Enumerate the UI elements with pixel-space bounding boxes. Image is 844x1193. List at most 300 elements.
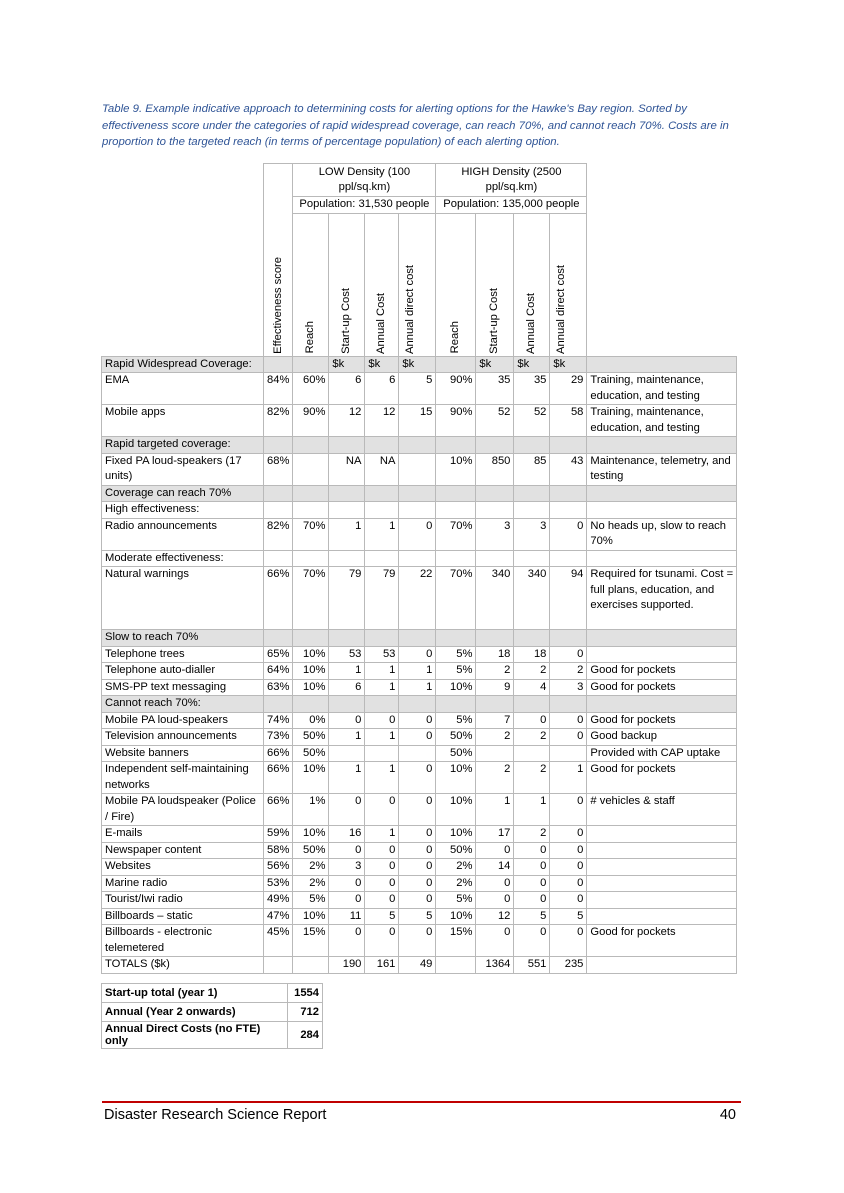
high-annual-cost: 35 bbox=[514, 373, 550, 405]
option-name: Website banners bbox=[102, 745, 264, 762]
effectiveness-score: 47% bbox=[264, 908, 293, 925]
table-row bbox=[102, 712, 737, 729]
table-row bbox=[102, 518, 737, 550]
empty-cell bbox=[436, 502, 476, 519]
high-reach: 5% bbox=[436, 712, 476, 729]
low-annual-direct-cost: 0 bbox=[399, 842, 436, 859]
low-reach: 50% bbox=[293, 745, 329, 762]
low-annual-cost: 161 bbox=[365, 957, 399, 974]
low-annual-cost: 1 bbox=[365, 679, 399, 696]
section-cell bbox=[514, 696, 550, 713]
option-name: Mobile apps bbox=[102, 405, 264, 437]
high-annual-direct-cost: 235 bbox=[550, 957, 587, 974]
option-name: Websites bbox=[102, 859, 264, 876]
section-cell bbox=[293, 356, 329, 373]
note bbox=[587, 826, 737, 843]
high-annual-cost: 1 bbox=[514, 794, 550, 826]
section-header-row bbox=[102, 356, 737, 373]
section-cell bbox=[514, 437, 550, 454]
effectiveness-score: 56% bbox=[264, 859, 293, 876]
low-reach bbox=[293, 957, 329, 974]
high-annual-cost: 2 bbox=[514, 663, 550, 680]
section-header-row bbox=[102, 630, 737, 647]
low-annual-direct-cost: 5 bbox=[399, 373, 436, 405]
low-annual-cost: 1 bbox=[365, 762, 399, 794]
footer-divider bbox=[102, 1101, 741, 1103]
high-population: Population: 135,000 people bbox=[436, 197, 587, 214]
subsection-label: Moderate effectiveness: bbox=[102, 550, 264, 567]
note: Maintenance, telemetry, and testing bbox=[587, 453, 737, 485]
effectiveness-score: 66% bbox=[264, 567, 293, 630]
high-annual-cost: 18 bbox=[514, 646, 550, 663]
low-reach: 1% bbox=[293, 794, 329, 826]
high-annual-direct-cost: 3 bbox=[550, 679, 587, 696]
low-annual-cost: 79 bbox=[365, 567, 399, 630]
high-reach: 10% bbox=[436, 762, 476, 794]
high-annual-direct-cost: 0 bbox=[550, 729, 587, 746]
low-annual-cost: 1 bbox=[365, 826, 399, 843]
high-annual-direct-cost: 0 bbox=[550, 892, 587, 909]
section-cell bbox=[476, 485, 514, 502]
table-header bbox=[102, 164, 737, 357]
totals-summary bbox=[101, 983, 323, 1049]
empty-cell bbox=[293, 502, 329, 519]
option-name: Natural warnings bbox=[102, 567, 264, 630]
totals-label: Start-up total (year 1) bbox=[102, 984, 288, 1003]
high-startup-cost: 0 bbox=[476, 842, 514, 859]
empty-cell bbox=[293, 550, 329, 567]
low-annual-cost: NA bbox=[365, 453, 399, 485]
low-reach: 15% bbox=[293, 925, 329, 957]
high-reach: 15% bbox=[436, 925, 476, 957]
high-annual-cost: 0 bbox=[514, 875, 550, 892]
empty-cell bbox=[329, 502, 365, 519]
high-annual-direct-cost: 0 bbox=[550, 518, 587, 550]
high-annual-cost: 2 bbox=[514, 826, 550, 843]
high-annual-cost: 0 bbox=[514, 842, 550, 859]
empty-cell bbox=[587, 502, 737, 519]
low-annual-direct-cost: 0 bbox=[399, 712, 436, 729]
totals-row bbox=[102, 957, 737, 974]
low-annual-direct-cost: 0 bbox=[399, 826, 436, 843]
section-cell bbox=[514, 485, 550, 502]
high-startup-cost: 0 bbox=[476, 925, 514, 957]
low-startup-cost: 0 bbox=[329, 892, 365, 909]
high-annual-cost: 3 bbox=[514, 518, 550, 550]
low-startup-cost: 12 bbox=[329, 405, 365, 437]
high-startup-cost: 7 bbox=[476, 712, 514, 729]
section-cell bbox=[293, 485, 329, 502]
section-cell bbox=[329, 630, 365, 647]
high-annual-direct-cost: 0 bbox=[550, 925, 587, 957]
empty-cell bbox=[329, 550, 365, 567]
table-row bbox=[102, 826, 737, 843]
option-name: Mobile PA loudspeaker (Police / Fire) bbox=[102, 794, 264, 826]
option-name: Mobile PA loud-speakers bbox=[102, 712, 264, 729]
note bbox=[587, 842, 737, 859]
section-label: Rapid Widespread Coverage: bbox=[102, 356, 264, 373]
high-reach: 90% bbox=[436, 405, 476, 437]
empty-cell bbox=[476, 550, 514, 567]
table-row bbox=[102, 842, 737, 859]
totals-label: Annual (Year 2 onwards) bbox=[102, 1003, 288, 1022]
high-annual-cost: 5 bbox=[514, 908, 550, 925]
option-name: Television announcements bbox=[102, 729, 264, 746]
high-reach bbox=[436, 957, 476, 974]
section-cell bbox=[293, 437, 329, 454]
note: Training, maintenance, education, and testing bbox=[587, 373, 737, 405]
low-annual-direct-cost: 1 bbox=[399, 663, 436, 680]
subsection-row bbox=[102, 550, 737, 567]
high-startup-cost: 0 bbox=[476, 892, 514, 909]
note: Good for pockets bbox=[587, 679, 737, 696]
note: Required for tsunami. Cost = full plans, education, and exercises supported. bbox=[587, 567, 737, 630]
table-row bbox=[102, 373, 737, 405]
low-startup-cost bbox=[329, 745, 365, 762]
option-name: Independent self-maintaining networks bbox=[102, 762, 264, 794]
high-startup-cost: 1364 bbox=[476, 957, 514, 974]
option-name: E-mails bbox=[102, 826, 264, 843]
low-annual-direct-cost: 15 bbox=[399, 405, 436, 437]
note: Training, maintenance, education, and testing bbox=[587, 405, 737, 437]
section-cell bbox=[293, 696, 329, 713]
low-annual-direct-cost: 5 bbox=[399, 908, 436, 925]
high-annual-cost: 340 bbox=[514, 567, 550, 630]
effectiveness-score: 74% bbox=[264, 712, 293, 729]
high-annual-direct-cost: 1 bbox=[550, 762, 587, 794]
low-reach: 10% bbox=[293, 646, 329, 663]
section-cell bbox=[329, 485, 365, 502]
low-annual-cost: 5 bbox=[365, 908, 399, 925]
low-annual-direct-cost: 49 bbox=[399, 957, 436, 974]
high-reach: 50% bbox=[436, 745, 476, 762]
option-name: Telephone trees bbox=[102, 646, 264, 663]
low-reach-header: Reach bbox=[293, 213, 329, 356]
high-annual-direct-cost: 0 bbox=[550, 826, 587, 843]
note: Good for pockets bbox=[587, 762, 737, 794]
section-cell bbox=[329, 437, 365, 454]
high-density-header: HIGH Density (2500 ppl/sq.km) bbox=[436, 164, 587, 197]
option-name: SMS-PP text messaging bbox=[102, 679, 264, 696]
high-startup-cost: 18 bbox=[476, 646, 514, 663]
high-startup-cost: 1 bbox=[476, 794, 514, 826]
low-annual-cost: 6 bbox=[365, 373, 399, 405]
option-name: Tourist/Iwi radio bbox=[102, 892, 264, 909]
option-name: Marine radio bbox=[102, 875, 264, 892]
high-startup-cost: 2 bbox=[476, 762, 514, 794]
high-annual-cost: 52 bbox=[514, 405, 550, 437]
high-reach: 10% bbox=[436, 794, 476, 826]
effectiveness-score: 65% bbox=[264, 646, 293, 663]
low-reach: 60% bbox=[293, 373, 329, 405]
section-cell bbox=[550, 485, 587, 502]
low-startup-cost: 0 bbox=[329, 842, 365, 859]
low-reach: 50% bbox=[293, 842, 329, 859]
effectiveness-score: 82% bbox=[264, 405, 293, 437]
high-annual-direct-cost: 0 bbox=[550, 712, 587, 729]
low-annual-cost bbox=[365, 745, 399, 762]
section-cell bbox=[365, 696, 399, 713]
high-startup-cost: 0 bbox=[476, 875, 514, 892]
empty-cell bbox=[587, 550, 737, 567]
subsection-row bbox=[102, 502, 737, 519]
table-row bbox=[102, 794, 737, 826]
effectiveness-score: 45% bbox=[264, 925, 293, 957]
low-startup-cost: 6 bbox=[329, 373, 365, 405]
high-startup-cost: 9 bbox=[476, 679, 514, 696]
low-reach: 0% bbox=[293, 712, 329, 729]
section-cell bbox=[399, 437, 436, 454]
high-annual-cost: 0 bbox=[514, 859, 550, 876]
low-annual-direct-cost: 0 bbox=[399, 859, 436, 876]
section-cell bbox=[399, 485, 436, 502]
table-row bbox=[102, 875, 737, 892]
high-annual-direct-cost: 5 bbox=[550, 908, 587, 925]
low-annual-cost: 0 bbox=[365, 842, 399, 859]
effectiveness-score: 49% bbox=[264, 892, 293, 909]
high-startup-cost: 3 bbox=[476, 518, 514, 550]
totals-summary-row bbox=[102, 1003, 323, 1022]
empty-cell bbox=[399, 502, 436, 519]
high-reach: 10% bbox=[436, 679, 476, 696]
section-cell: $k bbox=[476, 356, 514, 373]
low-reach bbox=[293, 453, 329, 485]
low-annual-direct-cost: 22 bbox=[399, 567, 436, 630]
effectiveness-score: 59% bbox=[264, 826, 293, 843]
high-reach: 90% bbox=[436, 373, 476, 405]
low-reach: 2% bbox=[293, 875, 329, 892]
low-startup-cost: 0 bbox=[329, 794, 365, 826]
low-reach: 90% bbox=[293, 405, 329, 437]
high-reach: 70% bbox=[436, 567, 476, 630]
option-name: Fixed PA loud-speakers (17 units) bbox=[102, 453, 264, 485]
high-startup-cost: 340 bbox=[476, 567, 514, 630]
high-reach: 70% bbox=[436, 518, 476, 550]
note bbox=[587, 957, 737, 974]
table-body bbox=[102, 356, 737, 973]
table-row bbox=[102, 679, 737, 696]
low-startup-cost: 190 bbox=[329, 957, 365, 974]
high-annual-direct-cost: 43 bbox=[550, 453, 587, 485]
low-annual-direct-cost: 0 bbox=[399, 875, 436, 892]
high-startup-cost: 17 bbox=[476, 826, 514, 843]
section-cell bbox=[550, 630, 587, 647]
high-startup-cost: 2 bbox=[476, 663, 514, 680]
high-startup-cost: 850 bbox=[476, 453, 514, 485]
effectiveness-score: 58% bbox=[264, 842, 293, 859]
subsection-label: High effectiveness: bbox=[102, 502, 264, 519]
section-cell bbox=[399, 630, 436, 647]
low-annual-direct-header: Annual direct cost bbox=[399, 213, 436, 356]
low-startup-cost: 6 bbox=[329, 679, 365, 696]
table-row bbox=[102, 663, 737, 680]
footer-title: Disaster Research Science Report bbox=[104, 1107, 327, 1123]
empty-cell bbox=[264, 550, 293, 567]
high-annual-direct-cost: 0 bbox=[550, 875, 587, 892]
high-annual-direct-cost bbox=[550, 745, 587, 762]
low-startup-cost: 79 bbox=[329, 567, 365, 630]
high-annual-cost bbox=[514, 745, 550, 762]
table-row bbox=[102, 859, 737, 876]
section-cell bbox=[550, 696, 587, 713]
section-label: Coverage can reach 70% bbox=[102, 485, 264, 502]
section-cell bbox=[587, 437, 737, 454]
low-annual-cost: 0 bbox=[365, 875, 399, 892]
section-cell bbox=[264, 356, 293, 373]
low-reach: 70% bbox=[293, 567, 329, 630]
high-reach: 50% bbox=[436, 842, 476, 859]
section-cell: $k bbox=[365, 356, 399, 373]
table-row bbox=[102, 729, 737, 746]
option-name: Billboards – static bbox=[102, 908, 264, 925]
high-annual-cost: 2 bbox=[514, 729, 550, 746]
low-annual-cost: 0 bbox=[365, 925, 399, 957]
effectiveness-score: 68% bbox=[264, 453, 293, 485]
low-startup-cost: 0 bbox=[329, 712, 365, 729]
high-startup-header: Start-up Cost bbox=[476, 213, 514, 356]
section-cell bbox=[587, 356, 737, 373]
note: Good for pockets bbox=[587, 712, 737, 729]
totals-summary-row bbox=[102, 1022, 323, 1049]
totals-value: 1554 bbox=[288, 984, 323, 1003]
option-name: EMA bbox=[102, 373, 264, 405]
high-annual-cost: 0 bbox=[514, 892, 550, 909]
totals-value: 284 bbox=[288, 1022, 323, 1049]
section-cell: $k bbox=[550, 356, 587, 373]
section-cell bbox=[365, 630, 399, 647]
high-annual-cost: 4 bbox=[514, 679, 550, 696]
section-cell bbox=[264, 630, 293, 647]
low-annual-cost: 0 bbox=[365, 859, 399, 876]
low-annual-direct-cost: 0 bbox=[399, 892, 436, 909]
section-cell bbox=[436, 696, 476, 713]
table-row bbox=[102, 762, 737, 794]
high-startup-cost: 12 bbox=[476, 908, 514, 925]
low-reach: 10% bbox=[293, 908, 329, 925]
cost-table bbox=[101, 163, 737, 974]
section-cell bbox=[514, 630, 550, 647]
high-annual-direct-cost: 2 bbox=[550, 663, 587, 680]
section-cell bbox=[264, 696, 293, 713]
high-reach: 2% bbox=[436, 859, 476, 876]
section-header-row bbox=[102, 485, 737, 502]
effectiveness-score: 66% bbox=[264, 762, 293, 794]
empty-cell bbox=[550, 550, 587, 567]
table-row bbox=[102, 892, 737, 909]
low-annual-cost: 12 bbox=[365, 405, 399, 437]
section-cell bbox=[476, 630, 514, 647]
low-annual-direct-cost: 0 bbox=[399, 794, 436, 826]
low-annual-cost: 53 bbox=[365, 646, 399, 663]
empty-cell bbox=[514, 550, 550, 567]
low-annual-direct-cost: 0 bbox=[399, 925, 436, 957]
low-reach: 10% bbox=[293, 663, 329, 680]
note bbox=[587, 908, 737, 925]
effectiveness-score: 66% bbox=[264, 745, 293, 762]
table-row bbox=[102, 405, 737, 437]
section-cell bbox=[587, 485, 737, 502]
note: Good backup bbox=[587, 729, 737, 746]
high-reach: 50% bbox=[436, 729, 476, 746]
empty-cell bbox=[550, 502, 587, 519]
effectiveness-score: 64% bbox=[264, 663, 293, 680]
high-reach: 10% bbox=[436, 826, 476, 843]
high-annual-direct-header: Annual direct cost bbox=[550, 213, 587, 356]
option-name: Telephone auto-dialler bbox=[102, 663, 264, 680]
low-reach: 2% bbox=[293, 859, 329, 876]
high-annual-cost: 85 bbox=[514, 453, 550, 485]
high-annual-direct-cost: 0 bbox=[550, 859, 587, 876]
table-row bbox=[102, 646, 737, 663]
section-cell bbox=[399, 696, 436, 713]
effectiveness-score: 73% bbox=[264, 729, 293, 746]
table-row bbox=[102, 567, 737, 630]
table-row bbox=[102, 453, 737, 485]
table-caption: Table 9. Example indicative approach to determining costs for alerting options for the Hawke's Bay region. Sorted by effectiveness score under the categories of rapid widespread coverage, can reach 70%, and cannot reach 70%. Costs are in proportion to the targeted reach (in terms of percentage population) of each alerting option. bbox=[102, 103, 729, 148]
section-header-row bbox=[102, 437, 737, 454]
section-cell bbox=[365, 485, 399, 502]
low-startup-cost: 53 bbox=[329, 646, 365, 663]
low-annual-cost: 1 bbox=[365, 518, 399, 550]
section-cell bbox=[264, 437, 293, 454]
note: Good for pockets bbox=[587, 663, 737, 680]
section-cell bbox=[436, 356, 476, 373]
low-reach: 70% bbox=[293, 518, 329, 550]
high-reach: 10% bbox=[436, 453, 476, 485]
section-header-row bbox=[102, 696, 737, 713]
low-annual-header: Annual Cost bbox=[365, 213, 399, 356]
low-reach: 10% bbox=[293, 679, 329, 696]
note bbox=[587, 859, 737, 876]
low-startup-cost: 3 bbox=[329, 859, 365, 876]
high-annual-header: Annual Cost bbox=[514, 213, 550, 356]
high-startup-cost: 2 bbox=[476, 729, 514, 746]
page-number: 40 bbox=[719, 1107, 736, 1123]
section-cell bbox=[476, 696, 514, 713]
section-cell bbox=[293, 630, 329, 647]
low-annual-direct-cost: 0 bbox=[399, 762, 436, 794]
effectiveness-score bbox=[264, 957, 293, 974]
low-startup-cost: 11 bbox=[329, 908, 365, 925]
empty-cell bbox=[399, 550, 436, 567]
low-annual-direct-cost bbox=[399, 453, 436, 485]
low-annual-direct-cost bbox=[399, 745, 436, 762]
low-annual-direct-cost: 0 bbox=[399, 646, 436, 663]
empty-cell bbox=[264, 502, 293, 519]
section-cell bbox=[550, 437, 587, 454]
low-density-header: LOW Density (100 ppl/sq.km) bbox=[293, 164, 436, 197]
high-reach: 5% bbox=[436, 663, 476, 680]
table-row bbox=[102, 925, 737, 957]
low-startup-cost: 1 bbox=[329, 729, 365, 746]
low-annual-direct-cost: 1 bbox=[399, 679, 436, 696]
high-annual-cost: 0 bbox=[514, 712, 550, 729]
note: Good for pockets bbox=[587, 925, 737, 957]
note bbox=[587, 892, 737, 909]
low-startup-cost: 0 bbox=[329, 925, 365, 957]
option-name: Radio announcements bbox=[102, 518, 264, 550]
high-startup-cost bbox=[476, 745, 514, 762]
high-annual-direct-cost: 29 bbox=[550, 373, 587, 405]
section-label: Cannot reach 70%: bbox=[102, 696, 264, 713]
empty-cell bbox=[514, 502, 550, 519]
option-name: TOTALS ($k) bbox=[102, 957, 264, 974]
note: No heads up, slow to reach 70% bbox=[587, 518, 737, 550]
high-annual-direct-cost: 58 bbox=[550, 405, 587, 437]
table-row bbox=[102, 745, 737, 762]
section-cell bbox=[436, 630, 476, 647]
effectiveness-score: 53% bbox=[264, 875, 293, 892]
